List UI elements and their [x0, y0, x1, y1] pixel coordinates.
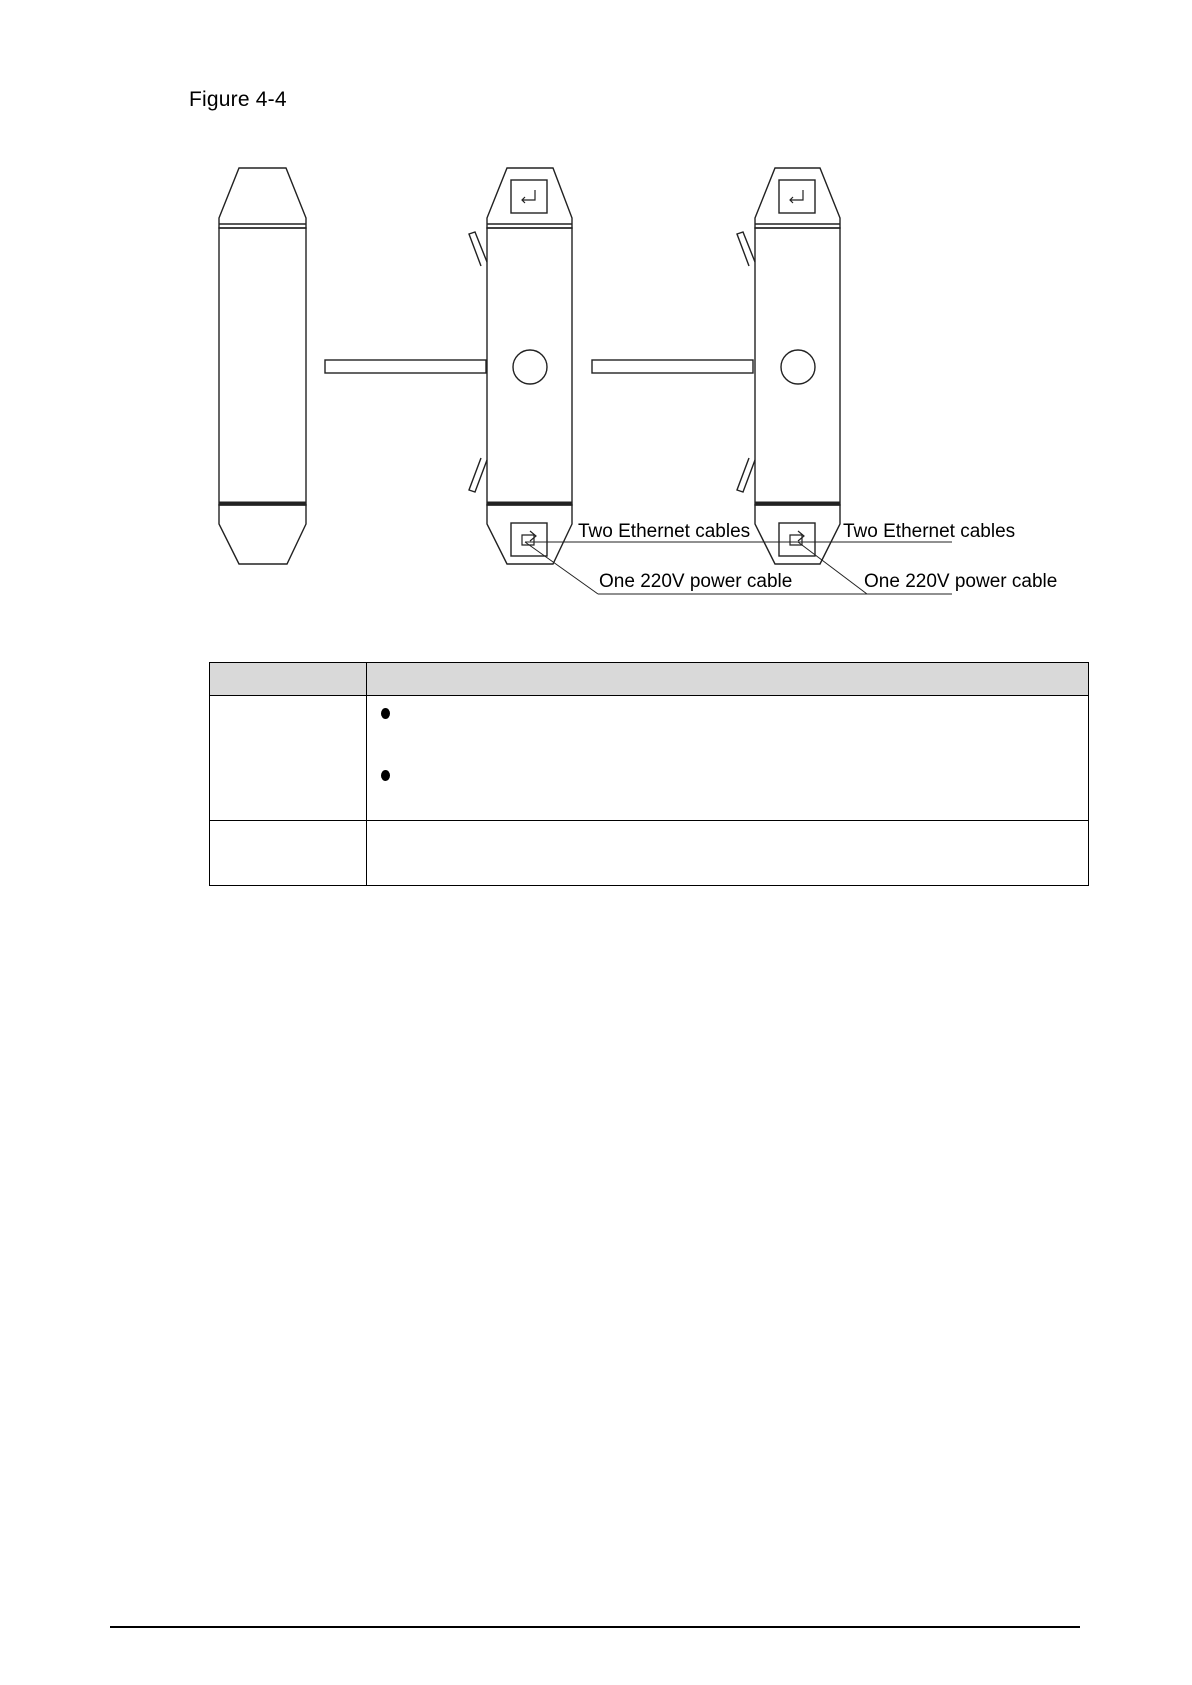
- footer-divider: [110, 1626, 1080, 1628]
- table-header-row: [210, 663, 1089, 696]
- label-power-left: One 220V power cable: [599, 571, 793, 592]
- table-row: [210, 696, 1089, 821]
- left-cabinet: [219, 168, 306, 564]
- table-cell-label: [210, 821, 367, 886]
- figure-caption: Figure 4-4: [189, 88, 287, 111]
- turnstile-arm-2: [592, 360, 753, 373]
- table-cell-label: [210, 696, 367, 821]
- bullet-icon: [381, 770, 390, 781]
- table-row: [210, 821, 1089, 886]
- label-ethernet-right: Two Ethernet cables: [843, 521, 1016, 542]
- turnstile-wiring-diagram: [0, 0, 1192, 640]
- table-header-cell: [210, 663, 367, 696]
- label-power-right: One 220V power cable: [864, 571, 1058, 592]
- table-cell-text: [367, 821, 1089, 886]
- middle-cabinet: [469, 168, 572, 564]
- spec-table: [209, 662, 1089, 886]
- bullet-icon: [381, 708, 390, 719]
- table-header-cell: [367, 663, 1089, 696]
- table-cell-bullets: [367, 696, 1089, 821]
- turnstile-arm-1: [325, 360, 486, 373]
- label-ethernet-left: Two Ethernet cables: [578, 521, 751, 542]
